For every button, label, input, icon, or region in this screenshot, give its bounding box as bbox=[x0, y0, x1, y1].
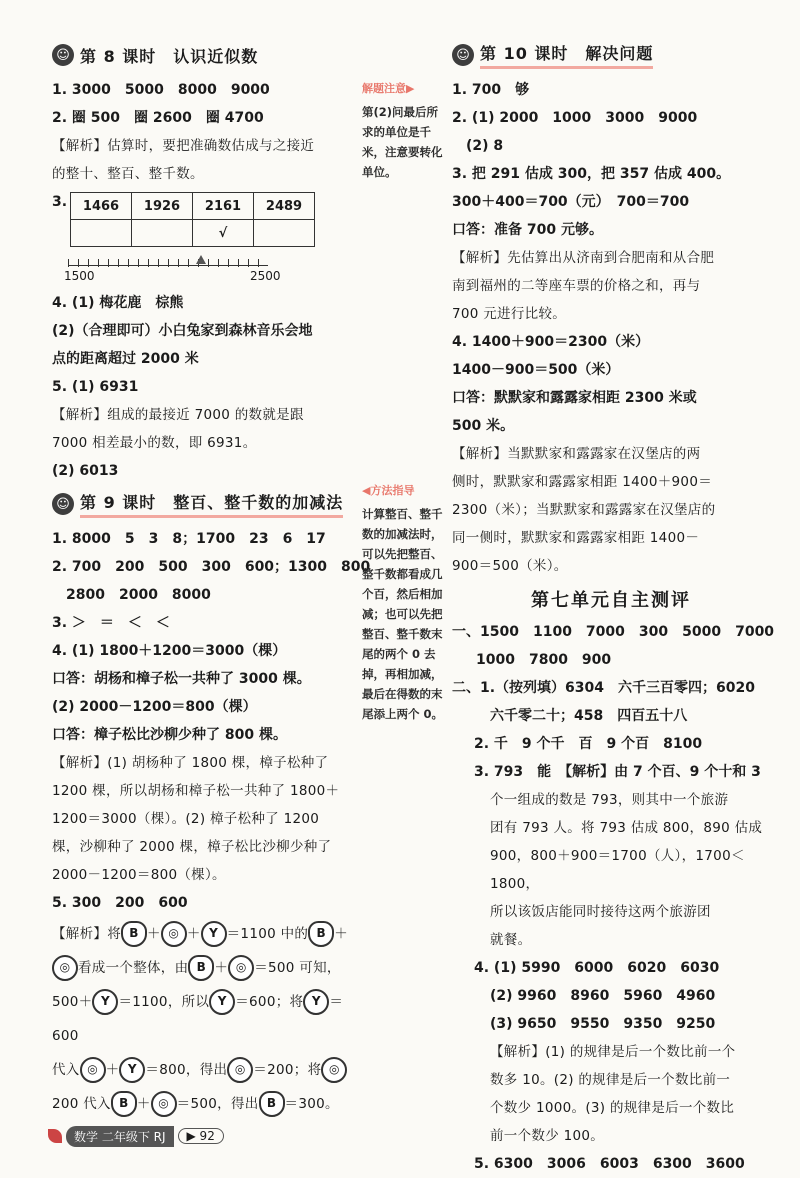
explanation-line: 数多 10。(2) 的规律是后一个数比前一 bbox=[490, 1072, 731, 1088]
monkey-icon: ◎ bbox=[227, 1057, 253, 1083]
riddle-text: 代入 bbox=[52, 1062, 80, 1078]
answer-line: 1400－900＝500（米） bbox=[452, 362, 620, 378]
explanation bbox=[452, 244, 770, 328]
answer-line: 2800 2000 8000 bbox=[66, 587, 211, 603]
explanation-line: 900＝500（米）。 bbox=[452, 558, 568, 574]
answer-line: 2. 千 9 个千 百 9 个百 8100 bbox=[474, 736, 703, 752]
explanation-line: 【解析】(1) 胡杨种了 1800 棵，樟子松种了 bbox=[52, 755, 329, 771]
riddle-explanation bbox=[52, 917, 357, 1121]
answer-line: 2. 圈 500 圈 2600 圈 4700 bbox=[52, 110, 264, 126]
explanation bbox=[52, 749, 357, 889]
table-cell: 1926 bbox=[132, 193, 193, 220]
number-line-start: 1500 bbox=[64, 269, 95, 283]
explanation-line: 1200 棵，所以胡杨和樟子松一共种了 1800＋ bbox=[52, 783, 340, 799]
answer-line: 二、1.（按列填）6304 六千三百零四；6020 bbox=[452, 680, 755, 696]
explanation bbox=[452, 440, 770, 580]
explanation-line: 个一组成的数是 793，则其中一个旅游 bbox=[490, 792, 729, 808]
tip-tag: 解题注意▶ bbox=[362, 82, 415, 95]
explanation-line: 团有 793 人。将 793 估成 800，890 估成 bbox=[490, 820, 763, 836]
explanation-line: 所以该饭店能同时接待这两个旅游团 bbox=[490, 904, 711, 920]
explanation bbox=[52, 132, 357, 188]
lesson8-header bbox=[52, 40, 357, 70]
right-column bbox=[452, 40, 775, 1178]
answer-line: 1. 700 够 bbox=[452, 82, 530, 98]
triangle-marker-icon bbox=[196, 255, 206, 264]
lesson-badge-icon: ☺ bbox=[52, 493, 74, 515]
answer-line: 4. (1) 5990 6000 6020 6030 bbox=[474, 960, 720, 976]
footer-label: 数学 二年级下 RJ bbox=[66, 1126, 174, 1147]
bee-icon: B bbox=[188, 955, 214, 981]
lesson10-header bbox=[452, 40, 770, 70]
plus-sign: ＋ bbox=[214, 960, 229, 976]
riddle-line bbox=[52, 1053, 357, 1087]
answer-line: 1. 8000 5 3 8；1700 23 6 17 bbox=[52, 531, 326, 547]
answer-line: 一、1500 1100 7000 300 5000 7000 bbox=[452, 624, 775, 640]
number-line-axis bbox=[68, 265, 268, 266]
riddle-text: ＝200；将 bbox=[253, 1062, 322, 1078]
answer-line: 点的距离超过 2000 米 bbox=[52, 351, 199, 367]
lesson10-title: 第 10 课时 解决问题 bbox=[480, 41, 653, 69]
number-line-end: 2500 bbox=[250, 269, 281, 283]
answer-line: (2)（合理即可）小白兔家到森林音乐会地 bbox=[52, 323, 313, 339]
explanation-line: 前一个数少 100。 bbox=[490, 1128, 605, 1144]
monkey-icon: ◎ bbox=[161, 921, 187, 947]
number-line bbox=[64, 249, 298, 289]
explanation-line: 就餐。 bbox=[490, 932, 532, 948]
plus-sign: ＋ bbox=[105, 1062, 120, 1078]
answer-line: 4. (1) 梅花鹿 棕熊 bbox=[52, 295, 184, 311]
answer-line: 4. (1) 1800＋1200＝3000（棵） bbox=[52, 643, 287, 659]
explanation-line: 个数少 1000。(3) 的规律是后一个数比 bbox=[490, 1100, 735, 1116]
riddle-line bbox=[52, 917, 357, 951]
riddle-text: 【解析】将 bbox=[52, 926, 121, 942]
riddle-text: 看成一个整体，由 bbox=[78, 960, 189, 976]
tree-icon: Y bbox=[119, 1057, 145, 1083]
plus-sign: ＋ bbox=[186, 926, 201, 942]
answer-line: 5. 300 200 600 bbox=[52, 895, 188, 911]
explanation-line: 900，800＋900＝1700（人），1700＜1800， bbox=[490, 848, 745, 892]
tree-icon: Y bbox=[201, 921, 227, 947]
plus-sign: ＋ bbox=[136, 1096, 151, 1112]
explanation-line: 【解析】当默默家和露露家在汉堡店的两 bbox=[452, 446, 701, 462]
riddle-text: ＝500，得出 bbox=[176, 1096, 259, 1112]
answer-line: (2) 6013 bbox=[52, 463, 119, 479]
answer-line: 口答：胡杨和樟子松一共种了 3000 棵。 bbox=[52, 671, 311, 687]
answer-line: 300＋400＝700（元） 700＝700 bbox=[452, 194, 690, 210]
plus-sign: ＋ bbox=[334, 926, 348, 942]
explanation-line: 【解析】(1) 的规律是后一个数比前一个 bbox=[490, 1044, 736, 1060]
lesson9-title: 第 9 课时 整百、整千数的加减法 bbox=[80, 490, 343, 518]
check-mark-cell: √ bbox=[193, 220, 254, 247]
riddle-line bbox=[52, 1087, 357, 1121]
method-tag: ◀方法指导 bbox=[362, 484, 415, 497]
tree-icon: Y bbox=[92, 989, 118, 1015]
page-footer bbox=[48, 1125, 224, 1147]
explanation-line: 1200＝3000（棵）。(2) 樟子松种了 1200 bbox=[52, 811, 320, 827]
answer-line: (2) 8 bbox=[466, 138, 504, 154]
leaf-icon bbox=[48, 1129, 62, 1143]
tree-icon: Y bbox=[209, 989, 235, 1015]
explanation bbox=[452, 786, 770, 954]
explanation-line: 的整十、整百、整千数。 bbox=[52, 166, 204, 182]
riddle-text: ＝500 可知， bbox=[254, 960, 341, 976]
monkey-icon: ◎ bbox=[151, 1091, 177, 1117]
estimate-table-block bbox=[52, 192, 357, 247]
answer-line: 1. 3000 5000 8000 9000 bbox=[52, 82, 270, 98]
riddle-text: 200 代入 bbox=[52, 1096, 111, 1112]
tip-note: 第(2)问最后所求的单位是千米，注意要转化单位。 bbox=[362, 105, 443, 179]
riddle-text: ＝600；将 bbox=[235, 994, 304, 1010]
lesson-badge-icon: ☺ bbox=[452, 44, 474, 66]
unit-test-title: 第七单元自主测评 bbox=[531, 590, 691, 611]
bee-icon: B bbox=[308, 921, 334, 947]
estimate-table bbox=[70, 192, 315, 247]
tree-icon: Y bbox=[303, 989, 329, 1015]
left-column bbox=[52, 40, 371, 1121]
method-note: 计算整百、整千数的加减法时，可以先把整百、整千数都看成几个百，然后相加减；也可以先把整百、整千数末尾的两个 0 去掉，再相加减，最后在得数的末尾添上两个 0。 bbox=[362, 507, 444, 721]
answer-line: 4. 1400＋900＝2300（米） bbox=[452, 334, 650, 350]
answer-line: 口答：默默家和露露家相距 2300 米或 bbox=[452, 390, 697, 406]
monkey-icon: ◎ bbox=[52, 955, 78, 981]
explanation-line: 2300（米）；当默默家和露露家在汉堡店的 bbox=[452, 502, 716, 518]
answer-line: (2) 2000－1200＝800（棵） bbox=[52, 699, 257, 715]
monkey-icon: ◎ bbox=[228, 955, 254, 981]
table-cell: 1466 bbox=[71, 193, 132, 220]
bee-icon: B bbox=[111, 1091, 137, 1117]
plus-sign: ＋ bbox=[147, 926, 161, 942]
riddle-text: ＝800，得出 bbox=[145, 1062, 228, 1078]
explanation-line: 侧时，默默家和露露家相距 1400＋900＝ bbox=[452, 474, 713, 490]
lesson-badge-icon: ☺ bbox=[52, 44, 74, 66]
riddle-line bbox=[52, 951, 357, 985]
answer-line: 3. 把 291 估成 300，把 357 估成 400。 bbox=[452, 166, 731, 182]
lesson8-title: 第 8 课时 认识近似数 bbox=[80, 46, 259, 66]
question-number: 3. bbox=[52, 194, 68, 210]
answer-line: 口答：准备 700 元够。 bbox=[452, 222, 603, 238]
bee-icon: B bbox=[121, 921, 147, 947]
table-cell bbox=[132, 220, 193, 247]
explanation-line: 700 元进行比较。 bbox=[452, 306, 567, 322]
answer-line: 5. 6300 3006 6003 6300 3600 bbox=[474, 1156, 745, 1172]
explanation-line: 7000 相差最小的数，即 6931。 bbox=[52, 435, 257, 451]
riddle-text: 500＋ bbox=[52, 994, 93, 1010]
answer-line: 5. (1) 6931 bbox=[52, 379, 139, 395]
monkey-icon: ◎ bbox=[321, 1057, 347, 1083]
explanation-line: 【解析】先估算出从济南到合肥南和从合肥 bbox=[452, 250, 715, 266]
answer-line: 1000 7800 900 bbox=[476, 652, 612, 668]
answer-line: 六千零二十；458 四百五十八 bbox=[490, 708, 688, 724]
answer-line: (2) 9960 8960 5960 4960 bbox=[490, 988, 716, 1004]
riddle-text: ＝1100，所以 bbox=[118, 994, 210, 1010]
explanation-line: 棵，沙柳种了 2000 棵，樟子松比沙柳少种了 bbox=[52, 839, 332, 855]
table-cell: 2161 bbox=[193, 193, 254, 220]
answer-line: 3. 793 能 【解析】由 7 个百、9 个十和 3 bbox=[474, 764, 761, 780]
answer-line: (3) 9650 9550 9350 9250 bbox=[490, 1016, 716, 1032]
answer-line: 3. ＞ ＝ ＜ ＜ bbox=[52, 615, 170, 631]
riddle-line bbox=[52, 985, 357, 1053]
explanation-line: 南到福州的二等座车票的价格之和，再与 bbox=[452, 278, 701, 294]
explanation bbox=[52, 401, 357, 457]
table-cell: 2489 bbox=[254, 193, 315, 220]
bee-icon: B bbox=[259, 1091, 285, 1117]
explanation-line: 【解析】组成的最接近 7000 的数就是跟 bbox=[52, 407, 304, 423]
lesson9-header bbox=[52, 489, 357, 519]
explanation bbox=[452, 1038, 770, 1150]
table-cell bbox=[254, 220, 315, 247]
explanation-line: 【解析】估算时，要把准确数估成与之接近 bbox=[52, 138, 315, 154]
page-number: ▶ 92 bbox=[178, 1128, 224, 1144]
answer-line: 2. 700 200 500 300 600；1300 800 bbox=[52, 559, 371, 575]
side-notes bbox=[362, 80, 444, 724]
spacer bbox=[362, 182, 444, 482]
explanation-line: 同一侧时，默默家和露露家相距 1400－ bbox=[452, 530, 700, 546]
table-cell bbox=[71, 220, 132, 247]
monkey-icon: ◎ bbox=[80, 1057, 106, 1083]
riddle-text: ＝600 bbox=[52, 994, 344, 1044]
explanation-line: 2000－1200＝800（棵）。 bbox=[52, 867, 226, 883]
answer-line: 口答：樟子松比沙柳少种了 800 棵。 bbox=[52, 727, 287, 743]
riddle-text: ＝300。 bbox=[284, 1096, 339, 1112]
answer-line: 500 米。 bbox=[452, 418, 515, 434]
answer-line: 2. (1) 2000 1000 3000 9000 bbox=[452, 110, 698, 126]
riddle-text: ＝1100 中的 bbox=[226, 926, 309, 942]
